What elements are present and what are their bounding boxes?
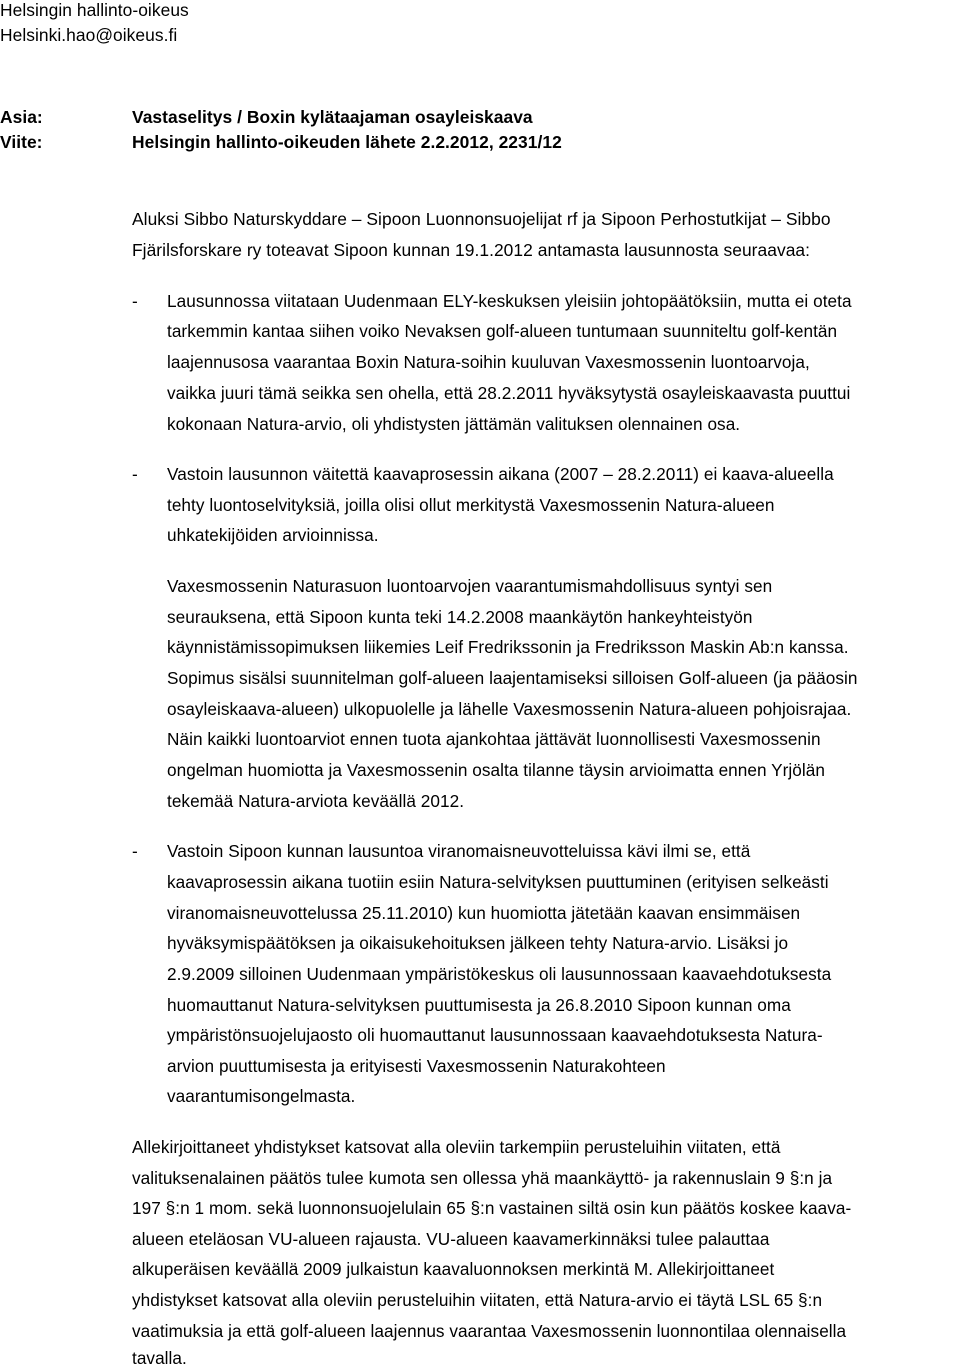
point-3-line: viranomaisneuvottelussa 25.11.2010) kun huomiotta jätetään kaavan ensimmäisen — [167, 903, 801, 923]
bullet-dash: - — [132, 464, 138, 484]
intro-line: Fjärilsforskare ry toteavat Sipoon kunnan 19.1.2012 antamasta lausunnosta seuraavaa: — [132, 240, 811, 260]
point-1-line: tarkemmin kantaa siihen voiko Nevaksen golf-alueen tuntumaan suunniteltu golf-kentän — [167, 321, 838, 341]
point-3-line: ympäristönsuojelujaosto oli huomauttanut lausunnossaan kaavaehdotuksesta Natura- — [167, 1025, 823, 1045]
point-2-continuation-line: ongelman huomiotta ja Vaxesmossenin osalta tilanne täysin arvioimatta ennen Yrjölän — [167, 760, 825, 780]
point-2-continuation-line: osayleiskaava-alueen) ulkopuolelle ja lähelle Vaxesmossenin Natura-alueen pohjoisrajaa. — [167, 699, 852, 719]
point-3-line: hyväksymispäätöksen ja oikaisukehoituksen jälkeen tehty Natura-arvio. Lisäksi jo — [167, 933, 789, 953]
bullet-dash: - — [132, 291, 138, 311]
point-3-line: kaavaprosessin aikana tuotiin esiin Natura-selvityksen puuttuminen (erityisen selkeästi — [167, 872, 829, 892]
sender-name: Helsingin hallinto-oikeus — [0, 0, 189, 20]
point-2-continuation-line: Näin kaikki luontoarviot ennen tuota ajankohtaa jättävät luonnollisesti Vaxesmossenin — [167, 729, 821, 749]
point-2-continuation-line: Sopimus sisälsi suunnitelman golf-alueen laajentamiseksi silloisen Golf-alueen (ja pääosin — [167, 668, 858, 688]
point-3-line: huomauttanut Natura-selvityksen puuttumisesta ja 26.8.2010 Sipoon kunnan oma — [167, 995, 791, 1015]
point-3-line: arvion puuttumisesta ja erityisesti Vaxesmossenin Naturakohteen — [167, 1056, 666, 1076]
point-3-line: Vastoin Sipoon kunnan lausuntoa viranomaisneuvotteluissa kävi ilmi se, että — [167, 841, 751, 861]
conclusion-line: Allekirjoittaneet yhdistykset katsovat alla oleviin tarkempiin perusteluihin viitaten, että — [132, 1137, 781, 1157]
point-3-line: 2.9.2009 silloinen Uudenmaan ympäristökeskus oli lausunnossaan kaavaehdotuksesta — [167, 964, 832, 984]
intro-line: Aluksi Sibbo Naturskyddare – Sipoon Luonnonsuojelijat rf ja Sipoon Perhostutkijat – Sibbo — [132, 209, 831, 229]
reference-label: Viite: — [0, 132, 43, 152]
conclusion-line: 197 §:n 1 mom. sekä luonnonsuojelulain 65 §:n vastainen siltä osin kun päätös koskee kaava- — [132, 1198, 852, 1218]
bullet-dash: - — [132, 841, 138, 861]
subject-value: Vastaselitys / Boxin kylätaajaman osayleiskaava — [132, 107, 533, 127]
point-2-line: uhkatekijöiden arvioinnissa. — [167, 525, 379, 545]
conclusion-line: tavalla. — [132, 1348, 187, 1368]
point-2-line: Vastoin lausunnon väitettä kaavaprosessin aikana (2007 – 28.2.2011) ei kaava-alueella — [167, 464, 834, 484]
reference-value: Helsingin hallinto-oikeuden lähete 2.2.2012, 2231/12 — [132, 132, 562, 152]
point-2-continuation-line: tekemää Natura-arviota keväällä 2012. — [167, 791, 465, 811]
point-2-continuation-line: Vaxesmossenin Naturasuon luontoarvojen vaarantumismahdollisuus syntyi sen — [167, 576, 773, 596]
conclusion-line: vaatimuksia ja että golf-alueen laajennus vaarantaa Vaxesmossenin luonnontilaa olennaisella — [132, 1321, 847, 1341]
point-1-line: laajennusosa vaarantaa Boxin Natura-soihin kuuluvan Vaxesmossenin luontoarvoja, — [167, 352, 810, 372]
conclusion-line: yhdistykset katsovat alla oleviin perusteluihin viitaten, että Natura-arvio ei täytä LSL 65 §:n — [132, 1290, 823, 1310]
point-1-line: Lausunnossa viitataan Uudenmaan ELY-keskuksen yleisiin johtopäätöksiin, mutta ei oteta — [167, 291, 852, 311]
subject-label: Asia: — [0, 107, 43, 127]
sender-email: Helsinki.hao@oikeus.fi — [0, 25, 178, 45]
point-3-line: vaarantumisongelmasta. — [167, 1086, 356, 1106]
point-2-continuation-line: käynnistämissopimuksen liikemies Leif Fredrikssonin ja Fredriksson Maskin Ab:n kanssa. — [167, 637, 849, 657]
conclusion-line: valituksenalainen päätös tulee kumota sen ollessa yhä maankäyttö- ja rakennuslain 9 §:n ja — [132, 1168, 833, 1188]
conclusion-line: alueen eteläosan VU-alueen rajausta. VU-alueen kaavamerkinnäksi tulee palauttaa — [132, 1229, 770, 1249]
conclusion-line: alkuperäisen keväällä 2009 julkaistun kaavaluonnoksen merkintä M. Allekirjoittaneet — [132, 1259, 775, 1279]
point-1-line: vaikka juuri tämä seikka sen ohella, että 28.2.2011 hyväksytystä osayleiskaavasta puuttui — [167, 383, 851, 403]
point-2-line: tehty luontoselvityksiä, joilla olisi ollut merkitystä Vaxesmossenin Natura-alueen — [167, 495, 775, 515]
point-2-continuation-line: seurauksena, että Sipoon kunta teki 14.2.2008 maankäytön hankeyhteistyön — [167, 607, 753, 627]
point-1-line: kokonaan Natura-arvio, oli yhdistysten jättämän valituksen olennainen osa. — [167, 414, 741, 434]
